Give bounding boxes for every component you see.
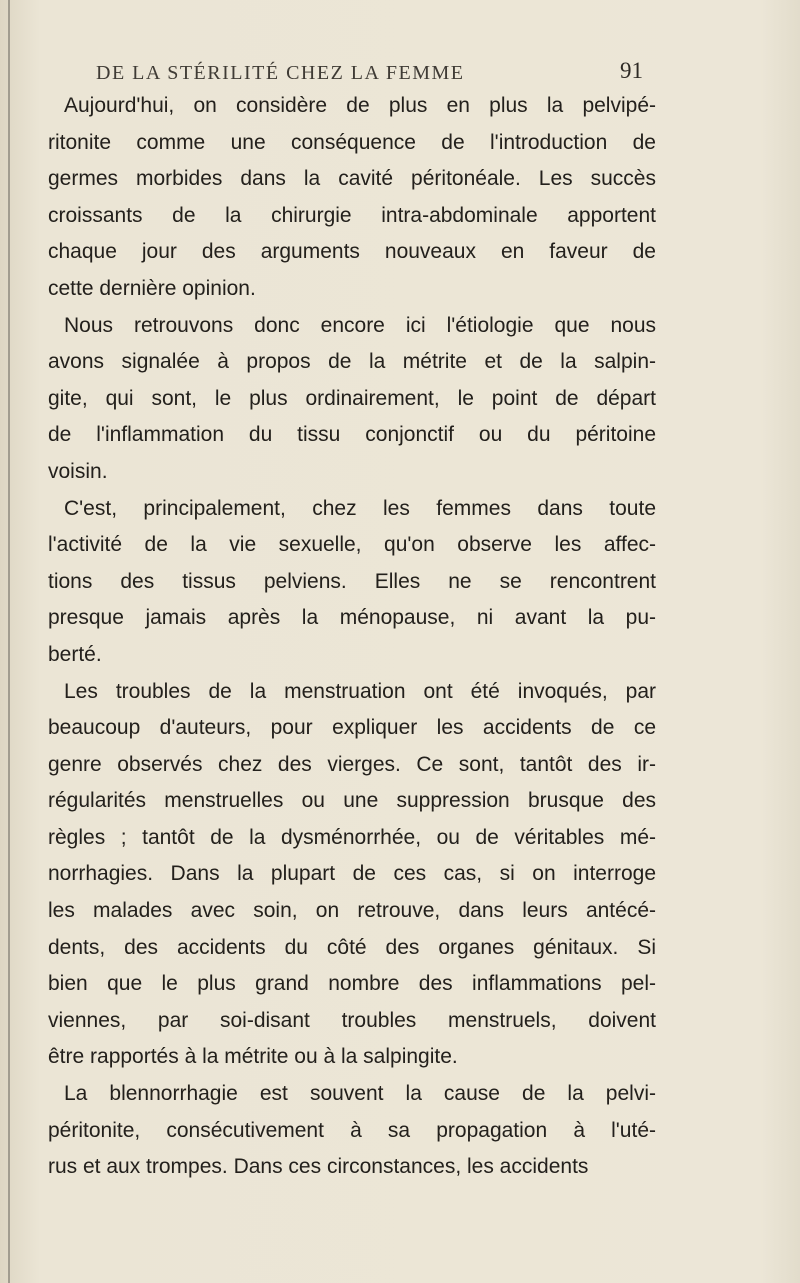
text-line: bien que le plus grand nombre des inflammations pel- xyxy=(48,972,656,996)
body-text xyxy=(48,88,656,1186)
text-line: dents, des accidents du côté des organes génitaux. Si xyxy=(48,935,656,959)
text-line: avons signalée à propos de la métrite et de la salpin- xyxy=(48,350,656,374)
text-line: chaque jour des arguments nouveaux en faveur de xyxy=(48,240,656,264)
text-line: rus et aux trompes. Dans ces circonstances, les accidents xyxy=(48,1155,589,1179)
text-line: gite, qui sont, le plus ordinairement, le point de départ xyxy=(48,386,656,410)
page-edge-shadow xyxy=(8,0,10,1283)
text-line: beaucoup d'auteurs, pour expliquer les accidents de ce xyxy=(48,716,656,740)
text-line: voisin. xyxy=(48,459,108,483)
text-line: genre observés chez des vierges. Ce sont, tantôt des ir- xyxy=(48,752,656,776)
text-line: tions des tissus pelviens. Elles ne se rencontrent xyxy=(48,569,656,593)
text-line: péritonite, consécutivement à sa propagation à l'uté- xyxy=(48,1118,656,1142)
text-line: Aujourd'hui, on considère de plus en plus la pelvipé- xyxy=(64,94,656,117)
text-line: l'activité de la vie sexuelle, qu'on observe les affec- xyxy=(48,533,656,557)
text-line: germes morbides dans la cavité péritonéale. Les succès xyxy=(48,167,656,191)
text-line: norrhagies. Dans la plupart de ces cas, si on interroge xyxy=(48,862,656,886)
text-line: règles ; tantôt de la dysménorrhée, ou de véritables mé- xyxy=(48,825,656,849)
running-title: DE LA STÉRILITÉ CHEZ LA FEMME xyxy=(96,62,465,84)
text-line: croissants de la chirurgie intra-abdominale apportent xyxy=(48,203,656,227)
text-line: C'est, principalement, chez les femmes dans toute xyxy=(64,496,656,520)
text-line: de l'inflammation du tissu conjonctif ou du péritoine xyxy=(48,423,656,447)
text-line: cette dernière opinion. xyxy=(48,276,256,300)
text-line: berté. xyxy=(48,642,102,666)
text-line: être rapportés à la métrite ou à la salpingite. xyxy=(48,1045,458,1069)
text-line: régularités menstruelles ou une suppression brusque des xyxy=(48,789,656,813)
page-number: 91 xyxy=(620,58,643,83)
text-line: La blennorrhagie est souvent la cause de la pelvi- xyxy=(64,1082,656,1106)
text-line: presque jamais après la ménopause, ni avant la pu- xyxy=(48,606,656,630)
text-line: ritonite comme une conséquence de l'introduction de xyxy=(48,130,656,154)
text-line: les malades avec soin, on retrouve, dans leurs antécé- xyxy=(48,899,656,923)
text-line: viennes, par soi-disant troubles menstruels, doivent xyxy=(48,1008,656,1032)
text-line: Nous retrouvons donc encore ici l'étiologie que nous xyxy=(64,313,656,337)
text-line: Les troubles de la menstruation ont été invoqués, par xyxy=(64,679,656,703)
